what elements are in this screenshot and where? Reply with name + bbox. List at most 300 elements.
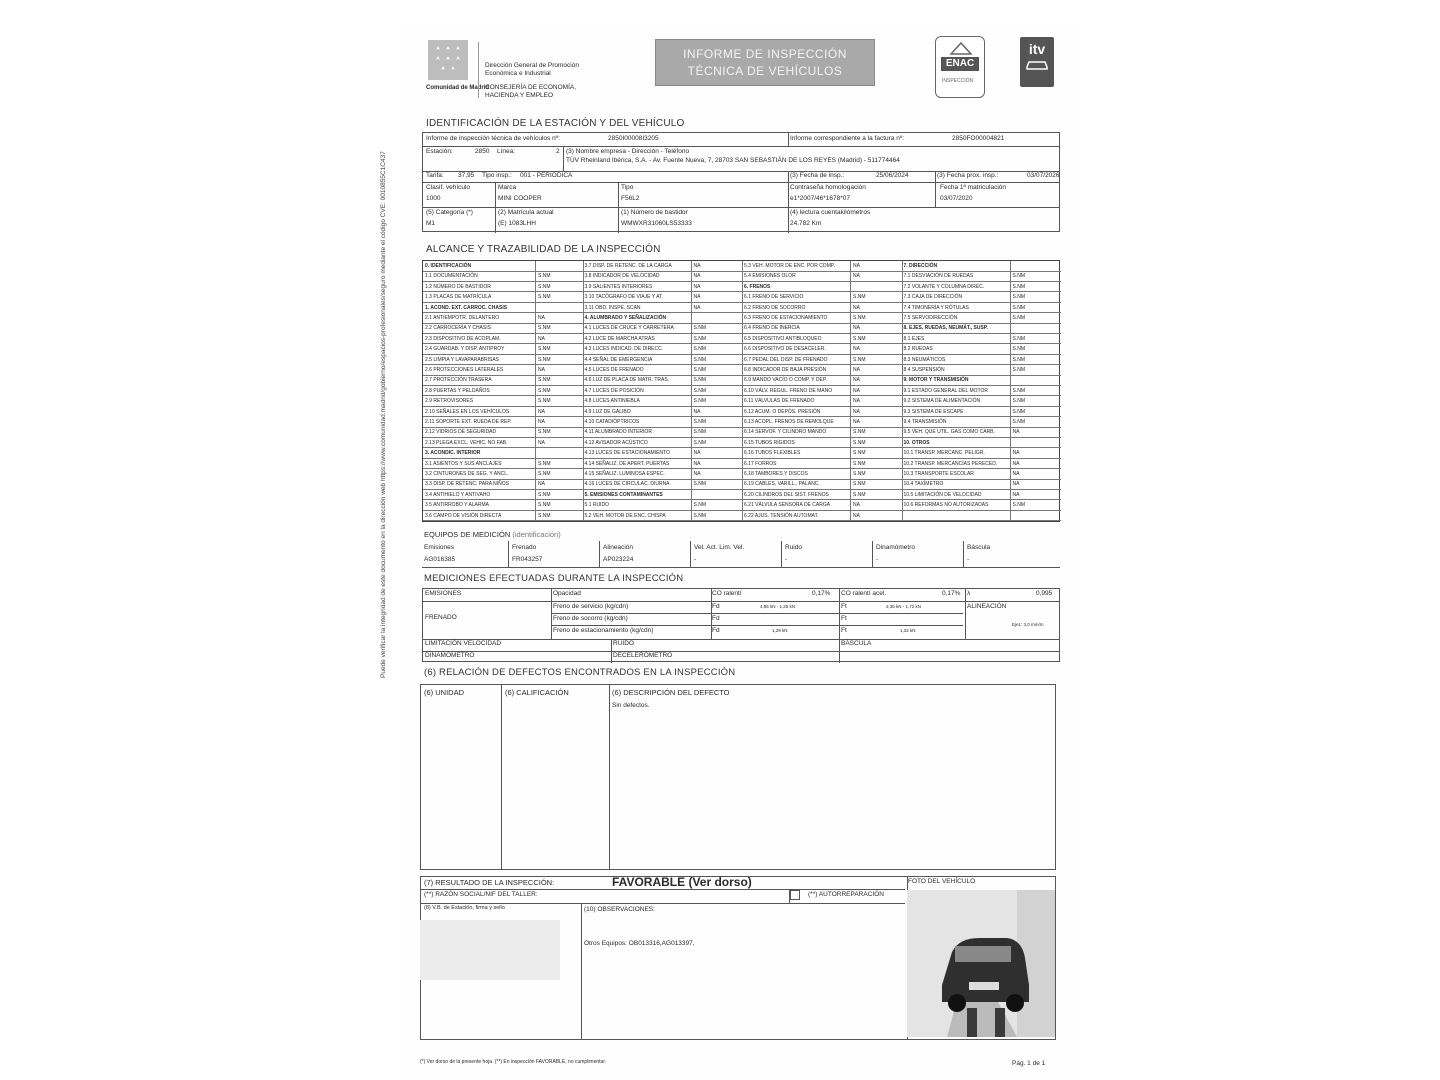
scope-item-name: 3.6 CAMPO DE VISIÓN DIRECTA <box>425 512 502 519</box>
redacted-stamp <box>420 920 560 980</box>
scope-row <box>423 375 583 386</box>
scope-item-result: S.NM <box>538 471 551 477</box>
scope-row <box>583 459 743 470</box>
scope-item-result: NA <box>853 419 860 425</box>
scope-row <box>423 261 583 272</box>
defectos-title: (6) RELACIÓN DE DEFECTOS ENCONTRADOS EN LA INSPECCIÓN <box>424 667 736 678</box>
scope-item-result: NA <box>693 471 701 477</box>
scope-item-name: 2.2 CARROCERÍA Y CHASIS <box>425 325 491 332</box>
scope-item-name: 8.3 NEUMÁTICOS <box>903 356 946 363</box>
scope-item-result: S.NM <box>693 398 706 405</box>
scope-row <box>742 344 902 355</box>
scope-item-name: 6.17 FORROS <box>744 460 777 467</box>
scope-row <box>902 459 1062 470</box>
scope-row <box>583 511 743 522</box>
scope-item-name: 3.8 INDICADOR DE VELOCIDAD <box>584 273 660 280</box>
inspection-scope-grid <box>422 260 1060 522</box>
scope-row <box>902 375 1062 386</box>
scope-row <box>583 427 743 438</box>
scope-row <box>583 282 743 293</box>
enac-sub: INSPECCIÓN <box>942 78 974 84</box>
scope-item-name: 6.18 TAMBORES Y DISCOS <box>744 471 808 477</box>
scope-row <box>423 469 583 480</box>
scope-item-result: NA <box>853 502 860 509</box>
scope-item-name: 10. OTROS <box>903 439 930 446</box>
scope-row <box>902 417 1062 428</box>
scope-item-name: 6.8 INDICADOR DE BAJA PRESIÓN <box>744 367 827 373</box>
scope-row <box>583 323 743 334</box>
scope-row <box>583 271 743 282</box>
scope-row <box>902 365 1062 376</box>
scope-row <box>583 417 743 428</box>
report-title-banner <box>655 39 875 86</box>
scope-item-result: S.NM <box>693 325 706 332</box>
scope-item-result: NA <box>538 315 545 321</box>
equipos-title: EQUIPOS DE MEDICIÓN (identificación) <box>424 530 561 539</box>
scope-item-result: NA <box>538 419 545 425</box>
scope-item-name: 6.22 AJUS. TENSIÓN AUTOMAT. <box>744 512 819 519</box>
scope-item-name: 4.7 LUCES DE POSICIÓN <box>584 387 644 394</box>
scope-item-name: 1.2 NÚMERO DE BASTIDOR <box>425 283 491 290</box>
vehicle-photo <box>907 890 1055 1037</box>
scope-item-name: 3.11 OBD. INSPE. SCAN <box>584 304 641 311</box>
report-title-line2: TÉCNICA DE VEHÍCULOS <box>687 64 843 78</box>
scope-row <box>742 334 902 345</box>
scope-item-name: 8.1 EJES <box>903 335 925 342</box>
scope-item-name: 7.4 TIMONERÍA Y RÓTULAS <box>903 304 969 311</box>
scope-row <box>583 292 743 303</box>
scope-row <box>742 459 902 470</box>
scope-row <box>423 417 583 428</box>
scope-row <box>902 344 1062 355</box>
scope-item-name: 4.8 LUCES ANTINIEBLA <box>584 398 640 405</box>
scope-item-name: 2.12 VIDRIOS DE SEGURIDAD <box>425 429 497 436</box>
scope-item-name: 6.9 MANDO VACÍO O COMP. Y DEP. <box>744 377 827 384</box>
scope-item-result: S.NM <box>538 398 551 405</box>
scope-row <box>423 355 583 366</box>
scope-item-result: S.NM <box>1012 387 1025 394</box>
scope-item-name: 2.5 LIMPIA Y LAVAPARABRISAS <box>425 356 500 363</box>
scope-item-name: 4.1 LUCES DE CRUCE Y CARRETERA <box>584 325 674 332</box>
scope-item-result: NA <box>538 439 545 446</box>
scope-item-result: S.NM <box>853 315 866 321</box>
scope-item-name: 4.6 LUZ DE PLACA DE MATR. TRAS. <box>584 377 670 384</box>
scope-item-result: S.NM <box>693 429 706 436</box>
scope-row <box>742 313 902 324</box>
scope-item-name: 9. MOTOR Y TRANSMISIÓN <box>903 377 969 384</box>
scope-item-name: 6.7 PEDAL DEL DISP. DE FRENADO <box>744 356 828 363</box>
scope-item-name: 4.9 LUZ DE GÁLIBO <box>584 408 631 415</box>
footer-note: (*) Ver dorso de la presente hoja. (**) En inspección FAVORABLE, no cumplimentar. <box>420 1059 607 1065</box>
enac-logo <box>935 36 985 98</box>
scope-row <box>423 427 583 438</box>
scope-item-result: S.NM <box>1012 283 1025 290</box>
scope-row <box>423 386 583 397</box>
scope-item-result: S.NM <box>693 502 706 509</box>
scope-row <box>583 261 743 272</box>
scope-item-name: 3.4 ANTIHIELO Y ANTIVAHO <box>425 491 491 498</box>
scope-row <box>423 459 583 470</box>
scope-item-result: S.NM <box>538 377 551 384</box>
scope-item-result: S.NM <box>1012 408 1025 415</box>
scope-item-result: S.NM <box>693 481 706 488</box>
scope-row <box>583 303 743 314</box>
scope-row <box>583 490 743 501</box>
scope-item-name: 5. EMISIONES CONTAMINANTES <box>584 491 663 498</box>
scope-item-name: 6.20 CILINDROS DEL SIST. FRENOS <box>744 491 829 498</box>
scope-item-name: 6.14 SERVOF. Y CILINDRO MANDO <box>744 429 827 436</box>
scope-item-name: 6.16 TUBOS FLEXIBLES <box>744 450 801 457</box>
verification-side-text: Puede verificar la integridad de este documento en la dirección web https://www.comunidad.madrid/gobierno/espacios-profesionales/seguro mediante el código CVE: 0010855C1C437 <box>380 151 387 678</box>
scope-item-result: S.NM <box>693 335 706 342</box>
scope-item-name: 8. EJES, RUEDAS, NEUMÁT., SUSP. <box>903 325 988 332</box>
scope-row <box>902 355 1062 366</box>
scope-row <box>902 500 1062 511</box>
scope-item-result: S.NM <box>853 439 866 446</box>
scope-item-name: 1.3 PLACAS DE MATRÍCULA <box>425 294 492 301</box>
scope-row <box>583 469 743 480</box>
scope-item-name: 4.3 LUCES INDICAD. DE DIRECC. <box>584 346 664 353</box>
scope-item-result: S.NM <box>853 460 866 467</box>
scope-row <box>742 479 902 490</box>
scope-item-name: 6. FRENOS <box>744 283 771 290</box>
scope-item-name: 1.1 DOCUMENTACIÓN <box>425 273 478 280</box>
scope-item-result: S.NM <box>853 356 866 363</box>
scope-item-name: 2.4 GUARDAB. Y DISP. ANTIPROY <box>425 346 505 353</box>
scope-item-result: NA <box>1012 429 1020 436</box>
scope-item-name: 6.4 FRENO DE INERCIA <box>744 325 800 332</box>
scope-row <box>902 407 1062 418</box>
scope-item-name: 6.11 VÁLVULAS DE FRENADO <box>744 398 815 405</box>
enac-label: ENAC <box>941 57 979 71</box>
scope-item-result: NA <box>693 263 701 269</box>
scope-item-name: 9.4 TRANSMISIÓN <box>903 419 947 425</box>
scope-item-name: 10.2 TRANSP. MERCANCÍAS PERECED. <box>903 460 998 467</box>
scope-row <box>423 448 583 459</box>
scope-row <box>583 448 743 459</box>
scope-row <box>742 355 902 366</box>
scope-item-result: NA <box>853 263 860 269</box>
scope-row <box>423 500 583 511</box>
scope-item-result: S.NM <box>1012 419 1025 425</box>
scope-item-name: 4.5 LUCES DE FRENADO <box>584 367 644 373</box>
scope-item-result: NA <box>853 387 860 394</box>
defectos-box <box>420 684 1056 870</box>
scope-item-result: NA <box>853 273 860 280</box>
inspection-report-sheet: Comunidad de Madrid Dirección General de Promoción Económica e Industrial CONSEJERÍA DE ECONOMÍA, HACIENDA Y EMPLEO INFORME DE INSPECCIÓN TÉCNICA DE VEHÍCULOS ENAC INSPECCIÓN itv IDENTIFICACIÓN DE LA ESTACIÓN Y DEL VEHÍCULO Informe de inspección técnica de vehículos nº: 2850I00008I3205 Informe correspondiente a la factura nº: 2850FO00004821 Estación: 2850 Línea: 2 (3) Nombre empresa - Dirección - Teléfono TÜV Rheinland Ibérica, S.A. - Av. Fuente Nueva, 7, 28703 SAN SEBASTIÁN DE LOS REYES (Madrid) - 511774464 Tarifa: 37,95 Tipo insp.: 001 - PERIÓDICA (3) Fecha de insp.: 25/06/2024 (3) Fecha prox. insp.: 03/07/2026 Clasif. vehículo 1000 Marca MINI COOPER Tipo F56L2 Contraseña homologación e1*2007/46*1678*07 Fecha 1ª matriculación 03/07/2020 (5) Categoría (*) M1 (2) Matrícula actual (E) 1083LHH (1) Número de bastidor WMWXR31060LS53333 (4) lectura cuentakilómetros 24.782 Km ALCANCE Y TRAZABILIDAD DE LA INSPECCIÓN 0. IDENTIFICACIÓN 1.1 DOCUMENTACIÓN S.NM 1.2 NÚMERO DE BASTIDOR S.NM 1.3 PLACAS DE MATRÍCULA S.NM 1. ACOND. EXT. CARROC. CHASIS 2.1 ANTIEMPOTR. DELANTERO NA 2.2 CARROCERÍA Y CHASIS S.NM 2.3 DISPOSITIVO DE ACOPLAM. NA 2.4 GUARDAB. Y DISP. ANTIPROY S.NM 2.5 LIMPIA Y LAVAPARABRISAS S.NM 2.6 PROTECCIONES LATERALES NA 2.7 PROTECCIÓN TRASERA S.NM 2.8 PUERTAS Y PELDAÑOS S.NM 2.9 RETROVISORES S.NM 2.10 SEÑALES EN LOS VEHÍCULOS NA 2.11 SOPORTE EXT. RUEDA DE REP. NA 2.12 VIDRIOS DE SEGURIDAD S.NM 2.13 PLEGA EXCL. VEHIC. NO FAB. NA 3. ACONDIC. INTERIOR 3.1 ASIENTOS Y SUS ANCLAJES S.NM 3.2 CINTURONES DE SEG. Y ANCL. S.NM 3.3 DISP. DE RETENC. PARA NIÑOS NA 3.4 ANTIHIELO Y ANTIVAHO S.NM 3.5 ANTIRROBO Y ALARMA S.NM 3.6 CAMPO DE VISIÓN DIRECTA S.NM 3.7 DISP. DE RETENC. DE LA CARGA NA 3.8 INDICADOR DE VELOCIDAD NA 3.9 SALIENTES INTERIORES NA 3.10 TACÓGRAFO DE VIAJE Y AT. NA 3.11 OBD. INSPE. SCAN NA 4. ALUMBRADO Y SEÑALIZACIÓN 4.1 LUCES DE CRUCE Y CARRETERA S.NM 4.2 LUCE DE MARCHA ATRÁS S.NM 4.3 LUCES INDICAD. DE DIRECC. S.NM 4.4 SEÑAL DE EMERGENCIA S.NM 4.5 LUCES DE FRENADO S.NM 4.6 LUZ DE PLACA DE MATR. TRAS. S.NM 4.7 LUCES DE POSICIÓN S.NM 4.8 LUCES ANTINIEBLA S.NM 4.9 LUZ DE GÁLIBO NA 4.10 CATADIÓPTRICOS S.NM 4.11 ALUMBRADO INTERIOR S.NM 4.12 AVISADOR ACÚSTICO S.NM 4.13 LUCES DE ESTACIONAMIENTO NA 4.14 SEÑALIZ. DE APERT. PUERTAS NA 4.15 SEÑALIZ. LUMINOSA ESPEC. NA 4.16 LUCES DE CIRCULAC. DIURNA S.NM 5. EMISIONES CONTAMINANTES 5.1 RUIDO S.NM 5.2 VEH. MOTOR DE ENC. CHISPA S.NM 5.3 VEH. MOTOR DE ENC. POR COMP. NA 5.4 EMISIONES OLOR NA 6. FRENOS 6.1 FRENO DE SERVICIO S.NM 6.2 FRENO DE SOCORRO NA 6.3 FRENO DE ESTACIONAMIENTO S.NM 6.4 FRENO DE INERCIA NA 6.5 DISPOSITIVO ANTIBLOQUEO S.NM 6.6 DISPOSITIVO DE DESACELER. NA 6.7 PEDAL DEL DISP. DE FRENADO S.NM 6.8 INDICADOR DE BAJA PRESIÓN NA 6.9 MANDO VACÍO O COMP. Y DEP. NA 6.10 VÁLV. REGUL. FRENO DE MANO NA 6.11 VÁLVULAS DE FRENADO NA 6.12 ACUM. O DEPÓS. PRESIÓN NA 6.13 ACOPL. FRENOS DE REMOLQUE NA 6.14 SERVOF. Y CILINDRO MANDO S.NM 6.15 TUBOS RÍGIDOS S.NM 6.16 TUBOS FLEXIBLES S.NM 6.17 FORROS S.NM 6.18 TAMBORES Y DISCOS S.NM 6.19 CABLES, VARILL., PALANC. S.NM 6.20 CILINDROS DEL SIST. FRENOS S.NM 6.21 VÁLVULA SENSORA DE CARGA NA 6.22 AJUS. TENSIÓN AUTOMAT. NA 7. DIRECCIÓN 7.1 DESVIACIÓN DE RUEDAS S.NM 7.2 VOLANTE Y COLUMNA DIREC. S.NM 7.3 CAJA DE DIRECCIÓN S.NM 7.4 TIMONERÍA Y RÓTULAS S.NM 7.5 SERVODIRECCIÓN S.NM 8. EJES, RUEDAS, NEUMÁT., SUSP. 8.1 EJES S.NM 8.2 RUEDAS S.NM 8.3 NEUMÁTICOS S.NM 8.4 SUSPENSIÓN S.NM 9. MOTOR Y TRANSMISIÓN 9.1 ESTADO GENERAL DEL MOTOR S.NM 9.2 SISTEMA DE ALIMENTACIÓN S.NM 9.3 SISTEMA DE ESCAPE S.NM 9.4 TRANSMISIÓN S.NM 9.5 VEH. QUE UTIL. GAS COMO CARB. NA 10. OTROS 10.1 TRANSP. MERCANC. PELIGR. NA 10.2 TRANSP. MERCANCÍAS PERECED. NA 10.3 TRANSPORTE ESCOLAR NA 10.4 TAXÍMETRO NA 10.5 LIMITACIÓN DE VELOCIDAD NA 10.6 REFORMAS NO AUTORIZADAS S.NM EQUIPOS DE MEDICIÓN (identificación) Emisiones AG016385 Frenado FR043257 Alineación AP023224 Vel. Act. Lim. Vel. - Ruido - Dinamómetro - Báscula - MEDICIONES EFECTUADAS DURANTE LA INSPECCIÓN EMISIONES Opacidad CO ralentí 0,17% CO ralentí acel. 0,17% λ 0,995 FRENADO Freno de servicio (kg/cdn) Freno de socorro (kg/cdn) Freno de estacionamiento (kg/cdn) Fd 4,85 kN - 1,25 kN Fd Fd 1,29 kN Ft 3,36 kN - 1,72 kN Ft Ft 1,32 kN ALINEACIÓN Eje1: 3,0 mm/m LIMITACIÓN VELOCIDAD RUIDO BÁSCULA DINAMÓMETRO DECELERÓMETRO (6) RELACIÓN DE DEFECTOS ENCONTRADOS EN LA INSPECCIÓN (6) UNIDAD (6) CALIFICACIÓN (6) DESCRIPCIÓN DEL DEFECTO Sin defectos. (7) RESULTADO DE LA INSPECCIÓN: FAVORABLE (Ver dorso) (**) RAZÓN SOCIAL/NIF DEL TALLER: (**) AUTORREPARACIÓN FOTO DEL VEHÍCULO (8) V.B. de Estación, firma y sello (10) OBSERVACIONES: Otros Equipos: OB013316,AG013397, (*) Ver dorso de la presente hoja. (**) En inspección FAVORABLE, no cumplimentar. Pág. 1 de 1 <box>400 24 1080 1074</box>
scope-item-result: NA <box>853 367 860 373</box>
scope-item-name: 7.1 DESVIACIÓN DE RUEDAS <box>903 273 974 280</box>
scope-row <box>423 334 583 345</box>
scope-item-name: 6.5 DISPOSITIVO ANTIBLOQUEO <box>744 335 822 342</box>
scope-item-result: S.NM <box>853 335 866 342</box>
scope-item-result: S.NM <box>1012 398 1025 405</box>
scope-row <box>742 323 902 334</box>
scope-item-name: 6.10 VÁLV. REGUL. FRENO DE MANO <box>744 387 833 394</box>
scope-item-name: 10.6 REFORMAS NO AUTORIZADAS <box>903 502 989 509</box>
scope-item-name: 0. IDENTIFICACIÓN <box>425 263 472 269</box>
scope-item-result: S.NM <box>693 512 706 519</box>
scope-row <box>742 271 902 282</box>
scope-item-result: NA <box>538 335 545 342</box>
itv-logo <box>1020 37 1054 87</box>
scope-item-result: NA <box>693 273 701 280</box>
scope-item-result: S.NM <box>1012 335 1025 342</box>
scope-row <box>902 396 1062 407</box>
scope-item-name: 3.9 SALIENTES INTERIORES <box>584 283 653 290</box>
mediciones-title: MEDICIONES EFECTUADAS DURANTE LA INSPECCIÓN <box>424 573 684 584</box>
scope-item-name: 2.7 PROTECCIÓN TRASERA <box>425 377 492 384</box>
scope-row <box>902 334 1062 345</box>
scope-row <box>742 469 902 480</box>
scope-item-result: S.NM <box>693 356 706 363</box>
scope-item-name: 2.3 DISPOSITIVO DE ACOPLAM. <box>425 335 501 342</box>
scope-item-result: NA <box>1012 481 1020 488</box>
scope-row <box>902 271 1062 282</box>
scope-item-result: S.NM <box>693 387 706 394</box>
scope-item-result: NA <box>1012 460 1020 467</box>
scope-row <box>423 344 583 355</box>
scope-item-result: NA <box>693 294 701 301</box>
scope-item-result: NA <box>693 304 701 311</box>
scope-item-result: S.NM <box>538 294 551 301</box>
itv-label: itv <box>1028 41 1046 57</box>
scope-item-name: 6.2 FRENO DE SOCORRO <box>744 304 806 311</box>
scope-row <box>583 334 743 345</box>
scope-item-result: S.NM <box>853 481 866 488</box>
scope-row <box>583 355 743 366</box>
scope-item-name: 3.5 ANTIRROBO Y ALARMA <box>425 502 490 509</box>
scope-item-result: NA <box>538 367 545 373</box>
scope-item-result: S.NM <box>853 294 866 301</box>
scope-item-name: 10.5 LIMITACIÓN DE VELOCIDAD <box>903 491 982 498</box>
scope-item-result: NA <box>693 283 701 290</box>
scope-item-result: S.NM <box>1012 367 1025 373</box>
scope-item-result: S.NM <box>853 471 866 477</box>
scope-item-result: NA <box>538 481 545 488</box>
scope-row <box>742 282 902 293</box>
scope-item-name: 4.13 LUCES DE ESTACIONAMIENTO <box>584 450 670 457</box>
scope-row <box>423 490 583 501</box>
scope-column <box>583 261 743 521</box>
scope-row <box>902 303 1062 314</box>
scope-item-name: 3.10 TACÓGRAFO DE VIAJE Y AT. <box>584 294 663 301</box>
scope-item-result: NA <box>853 377 860 384</box>
scope-item-name: 6.1 FRENO DE SERVICIO <box>744 294 804 301</box>
scope-item-name: 6.21 VÁLVULA SENSORA DE CARGA <box>744 502 831 509</box>
scope-row <box>583 438 743 449</box>
scope-row <box>902 438 1062 449</box>
org-line-2: Económica e Industrial <box>485 70 551 77</box>
scope-row <box>423 438 583 449</box>
scope-item-name: 4.10 CATADIÓPTRICOS <box>584 419 640 425</box>
scope-row <box>423 511 583 522</box>
scope-row <box>742 438 902 449</box>
scope-row <box>742 365 902 376</box>
scope-item-result: S.NM <box>538 283 551 290</box>
scope-row <box>742 396 902 407</box>
scope-item-name: 4.14 SEÑALIZ. DE APERT. PUERTAS <box>584 460 670 467</box>
scope-item-name: 3.3 DISP. DE RETENC. PARA NIÑOS <box>425 481 510 488</box>
madrid-logo <box>428 40 468 80</box>
scope-column <box>742 261 902 521</box>
scope-item-name: 7.2 VOLANTE Y COLUMNA DIREC. <box>903 283 985 290</box>
scope-row <box>742 417 902 428</box>
scope-row <box>902 511 1062 522</box>
scope-row <box>902 386 1062 397</box>
scope-row <box>423 365 583 376</box>
scope-item-result: S.NM <box>853 491 866 498</box>
scope-row <box>742 303 902 314</box>
scope-item-name: 6.12 ACUM. O DEPÓS. PRESIÓN <box>744 408 821 415</box>
page-number: Pág. 1 de 1 <box>1012 1060 1046 1067</box>
scope-item-name: 3.2 CINTURONES DE SEG. Y ANCL. <box>425 471 509 477</box>
scope-row <box>902 292 1062 303</box>
scope-item-result: S.NM <box>538 273 551 280</box>
scope-row <box>902 282 1062 293</box>
scope-row <box>583 365 743 376</box>
scope-item-name: 9.3 SISTEMA DE ESCAPE <box>903 408 964 415</box>
scope-item-result: S.NM <box>693 439 706 446</box>
scope-item-result: S.NM <box>693 346 706 353</box>
scope-item-result: S.NM <box>693 367 706 373</box>
scope-item-result: S.NM <box>1012 294 1025 301</box>
scope-row <box>583 500 743 511</box>
scope-item-result: S.NM <box>538 491 551 498</box>
scope-row <box>423 271 583 282</box>
scope-item-result: NA <box>538 408 545 415</box>
scope-row <box>583 479 743 490</box>
scope-item-name: 4. ALUMBRADO Y SEÑALIZACIÓN <box>584 315 667 321</box>
scope-row <box>742 375 902 386</box>
org-line-3: CONSEJERÍA DE ECONOMÍA, <box>485 84 577 91</box>
scope-row <box>902 261 1062 272</box>
scope-item-result: S.NM <box>1012 304 1025 311</box>
scope-row <box>902 479 1062 490</box>
scope-item-name: 5.1 RUIDO <box>584 502 609 509</box>
scope-item-name: 6.6 DISPOSITIVO DE DESACELER. <box>744 346 826 353</box>
scope-item-name: 10.3 TRANSPORTE ESCOLAR <box>903 471 974 477</box>
scope-item-name: 4.2 LUCE DE MARCHA ATRÁS <box>584 335 655 342</box>
scope-item-result: NA <box>853 398 860 405</box>
scope-item-name: 9.2 SISTEMA DE ALIMENTACIÓN <box>903 398 981 405</box>
scope-item-name: 8.2 RUEDAS <box>903 346 933 353</box>
scope-item-result: S.NM <box>1012 356 1025 363</box>
scope-item-name: 5.3 VEH. MOTOR DE ENC. POR COMP. <box>744 263 835 269</box>
scope-item-name: 4.12 AVISADOR ACÚSTICO <box>584 439 648 446</box>
scope-row <box>902 469 1062 480</box>
scope-item-result: S.NM <box>538 325 551 332</box>
madrid-logo-text: Comunidad de Madrid <box>426 85 489 91</box>
alcance-title: ALCANCE Y TRAZABILIDAD DE LA INSPECCIÓN <box>426 244 661 255</box>
scope-item-name: 6.15 TUBOS RÍGIDOS <box>744 439 795 446</box>
scope-item-result: NA <box>853 325 860 332</box>
scope-item-name: 6.19 CABLES, VARILL., PALANC. <box>744 481 820 488</box>
scope-item-result: S.NM <box>538 387 551 394</box>
scope-item-result: S.NM <box>1012 502 1025 509</box>
scope-item-name: 2.10 SEÑALES EN LOS VEHÍCULOS <box>425 408 510 415</box>
scope-row <box>423 479 583 490</box>
scope-row <box>423 282 583 293</box>
scope-item-result: S.NM <box>538 346 551 353</box>
scope-row <box>583 375 743 386</box>
scope-row <box>742 448 902 459</box>
scope-row <box>742 511 902 522</box>
scope-item-name: 5.4 EMISIONES OLOR <box>744 273 796 280</box>
scope-item-result: S.NM <box>1012 346 1025 353</box>
scope-item-name: 7.5 SERVODIRECCIÓN <box>903 315 958 321</box>
scope-row <box>902 448 1062 459</box>
scope-row <box>423 303 583 314</box>
scope-row <box>423 313 583 324</box>
scope-row <box>742 427 902 438</box>
autorep-checkbox <box>790 890 800 900</box>
scope-item-name: 9.5 VEH. QUE UTIL. GAS COMO CARB. <box>903 429 995 436</box>
scope-item-name: 2.1 ANTIEMPOTR. DELANTERO <box>425 315 500 321</box>
scope-item-name: 7.3 CAJA DE DIRECCIÓN <box>903 294 963 301</box>
scope-column <box>902 261 1062 521</box>
org-line-1: Dirección General de Promoción <box>485 62 579 69</box>
scope-item-result: S.NM <box>693 377 706 384</box>
scope-item-name: 6.13 ACOPL. FRENOS DE REMOLQUE <box>744 419 834 425</box>
scope-row <box>742 407 902 418</box>
scope-item-result: S.NM <box>538 460 551 467</box>
scope-item-name: 2.11 SOPORTE EXT. RUEDA DE REP. <box>425 419 512 425</box>
scope-item-name: 4.4 SEÑAL DE EMERGENCIA <box>584 356 653 363</box>
resultado-value: FAVORABLE (Ver dorso) <box>612 875 752 889</box>
scope-item-result: NA <box>1012 491 1020 498</box>
scope-item-result: NA <box>853 408 860 415</box>
scope-row <box>742 292 902 303</box>
scope-row <box>902 323 1062 334</box>
scope-item-name: 3.7 DISP. DE RETENC. DE LA CARGA <box>584 263 672 269</box>
mediciones-box <box>422 588 1060 662</box>
scope-item-result: NA <box>693 408 701 415</box>
scope-item-result: S.NM <box>538 502 551 509</box>
scope-item-name: 4.11 ALUMBRADO INTERIOR <box>584 429 652 436</box>
scope-row <box>902 427 1062 438</box>
scope-row <box>423 396 583 407</box>
scope-item-name: 2.6 PROTECCIONES LATERALES <box>425 367 504 373</box>
scope-item-result: S.NM <box>853 450 866 457</box>
scope-row <box>742 386 902 397</box>
scope-item-name: 10.1 TRANSP. MERCANC. PELIGR. <box>903 450 985 457</box>
scope-row <box>583 407 743 418</box>
scope-item-result: S.NM <box>538 356 551 363</box>
car-icon <box>1025 57 1049 71</box>
scope-item-name: 10.4 TAXÍMETRO <box>903 481 944 488</box>
scope-item-result: NA <box>693 450 701 457</box>
scope-item-name: 2.8 PUERTAS Y PELDAÑOS <box>425 387 490 394</box>
scope-item-result: S.NM <box>538 429 551 436</box>
scope-row <box>583 396 743 407</box>
scope-item-name: 1. ACOND. EXT. CARROC. CHASIS <box>425 304 508 311</box>
id-section-title: IDENTIFICACIÓN DE LA ESTACIÓN Y DEL VEHÍCULO <box>426 118 685 129</box>
scope-item-name: 9.1 ESTADO GENERAL DEL MOTOR <box>903 387 988 394</box>
scope-row <box>742 261 902 272</box>
scope-item-name: 3. ACONDIC. INTERIOR <box>425 450 481 457</box>
scope-row <box>423 407 583 418</box>
scope-item-name: 7. DIRECCIÓN <box>903 263 938 269</box>
scope-row <box>742 500 902 511</box>
scope-row <box>902 313 1062 324</box>
scope-item-result: S.NM <box>693 419 706 425</box>
scope-item-result: S.NM <box>853 429 866 436</box>
scope-row <box>423 292 583 303</box>
scope-item-result: NA <box>1012 471 1020 477</box>
scope-item-result: S.NM <box>538 512 551 519</box>
org-line-4: HACIENDA Y EMPLEO <box>485 92 554 99</box>
